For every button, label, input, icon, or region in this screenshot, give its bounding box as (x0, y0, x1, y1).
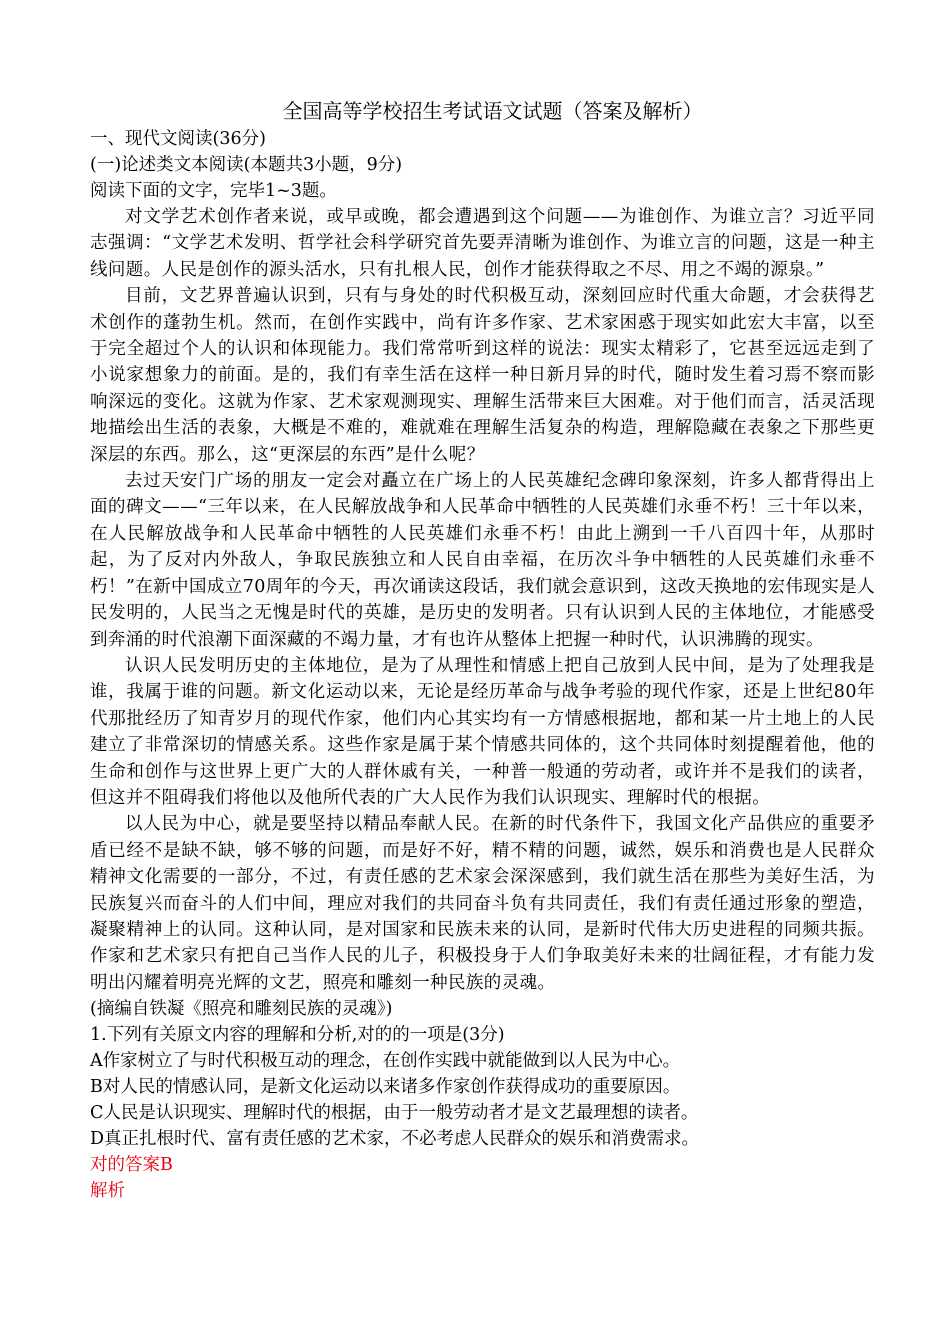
passage-paragraph: 认识人民发明历史的主体地位，是为了从理性和情感上把自己放到人民中间，是为了处理我是谁，我属于谁的问题。新文化运动以来，无论是经历革命与战争考验的现代作家，还是上世纪80年代那批经历了知青岁月的现代作家，他们内心其实均有一方情感根据地，都和某一片土地上的人民建立了非常深切的情感关系。这些作家是属于某个情感共同体的，这个共同体时刻提醒着他，他的生命和创作与这世界上更广大的人群休戚有关，一种普一般通的劳动者，或许并不是我们的读者，但这并不阻碍我们将他以及他所代表的广大人民作为我们认识现实、理解时代的根据。 (90, 655, 875, 808)
analysis-label: 解析 (90, 1181, 125, 1202)
answer-option-a: A作家树立了与时代积极互动的理念，在创作实践中就能做到以人民为中心。 (90, 1051, 681, 1072)
section-heading: 一、现代文阅读(36分) (90, 129, 266, 149)
subsection-heading: (一)论述类文本阅读(本题共3小题，9分) (90, 155, 403, 175)
document-title: 全国高等学校招生考试语文试题（答案及解析） (282, 99, 703, 123)
passage-paragraph: 目前，文艺界普遍认识到，只有与身处的时代积极互动，深刻回应时代重大命题，才会获得艺术创作的蓬勃生机。然而，在创作实践中，尚有许多作家、艺术家困惑于现实如此宏大丰富，以至于完全超过个人的认识和体现能力。我们常常听到这样的说法：现实太精彩了，它甚至远远走到了小说家想象力的前面。是的，我们有幸生活在这样一种日新月异的时代，随时发生着习焉不察而影响深远的变化。这就为作家、艺术家观测现实、理解生活带来巨大困难。对于他们而言，活灵活现地描绘出生活的表象，大概是不难的，难就难在理解生活复杂的构造，理解隐藏在表象之下那些更深层的东西。那么，这“更深层的东西”是什么呢？ (90, 286, 875, 465)
answer-option-c: C人民是认识现实、理解时代的根据，由于一般劳动者才是文艺最理想的读者。 (90, 1103, 699, 1124)
passage-paragraph: 去过天安门广场的朋友一定会对矗立在广场上的人民英雄纪念碑印象深刻，许多人都背得出上面的碑文——“三年以来，在人民解放战争和人民革命中牺牲的人民英雄们永垂不朽！三十年以来，在人民解放战争和人民革命中牺牲的人民英雄们永垂不朽！由此上溯到一千八百四十年，从那时起，为了反对内外敌人，争取民族独立和人民自由幸福，在历次斗争中牺牲的人民英雄们永垂不朽！”在新中国成立70周年的今天，再次诵读这段话，我们就会意识到，这改天换地的宏伟现实是人民发明的，人民当之无愧是时代的英雄，是历史的发明者。只有认识到人民的主体地位，才能感受到奔涌的时代浪潮下面深藏的不竭力量，才有也许从整体上把握一种时代，认识沸腾的现实。 (90, 471, 875, 650)
answer-option-b: B对人民的情感认同，是新文化运动以来诸多作家创作获得成功的重要原因。 (90, 1077, 681, 1098)
passage-paragraph: 以人民为中心，就是要坚持以精品奉献人民。在新的时代条件下，我国文化产品供应的重要矛盾已经不是缺不缺，够不够的问题，而是好不好，精不精的问题，诚然，娱乐和消费也是人民群众精神文化需要的一部分，不过，有责任感的艺术家会深深感到，我们就生活在那些为美好生活，为民族复兴而奋斗的人们中间，理应对我们的共同奋斗负有共同责任，我们有责任通过形象的塑造，凝聚精神上的认同。这种认同，是对国家和民族未来的认同，是新时代伟大历史进程的同频共振。作家和艺术家只有把自己当作人民的儿子，积极投身于人们争取美好未来的壮阔征程，才有能力发明出闪耀着明亮光辉的文艺，照亮和雕刻一种民族的灵魂。 (90, 814, 875, 993)
correct-answer: 对的答案B (90, 1155, 173, 1176)
reading-instruction: 阅读下面的文字，完毕1~3题。 (90, 181, 337, 201)
question-stem: 1.下列有关原文内容的理解和分析,对的的一项是(3分) (90, 1025, 505, 1046)
passage-source: (摘编自铁凝《照亮和雕刻民族的灵魂》) (90, 999, 393, 1020)
document-page (90, 96, 875, 1204)
passage-paragraph: 对文学艺术创作者来说，或早或晚，都会遭遇到这个问题——为谁创作、为谁立言？习近平同志强调：“文学艺术发明、哲学社会科学研究首先要弄清晰为谁创作、为谁立言的问题，这是一种主线问题。人民是创作的源头活水，只有扎根人民，创作才能获得取之不尽、用之不竭的源泉。” (90, 207, 875, 280)
answer-option-d: D真正扎根时代、富有责任感的艺术家，不必考虑人民群众的娱乐和消费需求。 (90, 1129, 700, 1150)
